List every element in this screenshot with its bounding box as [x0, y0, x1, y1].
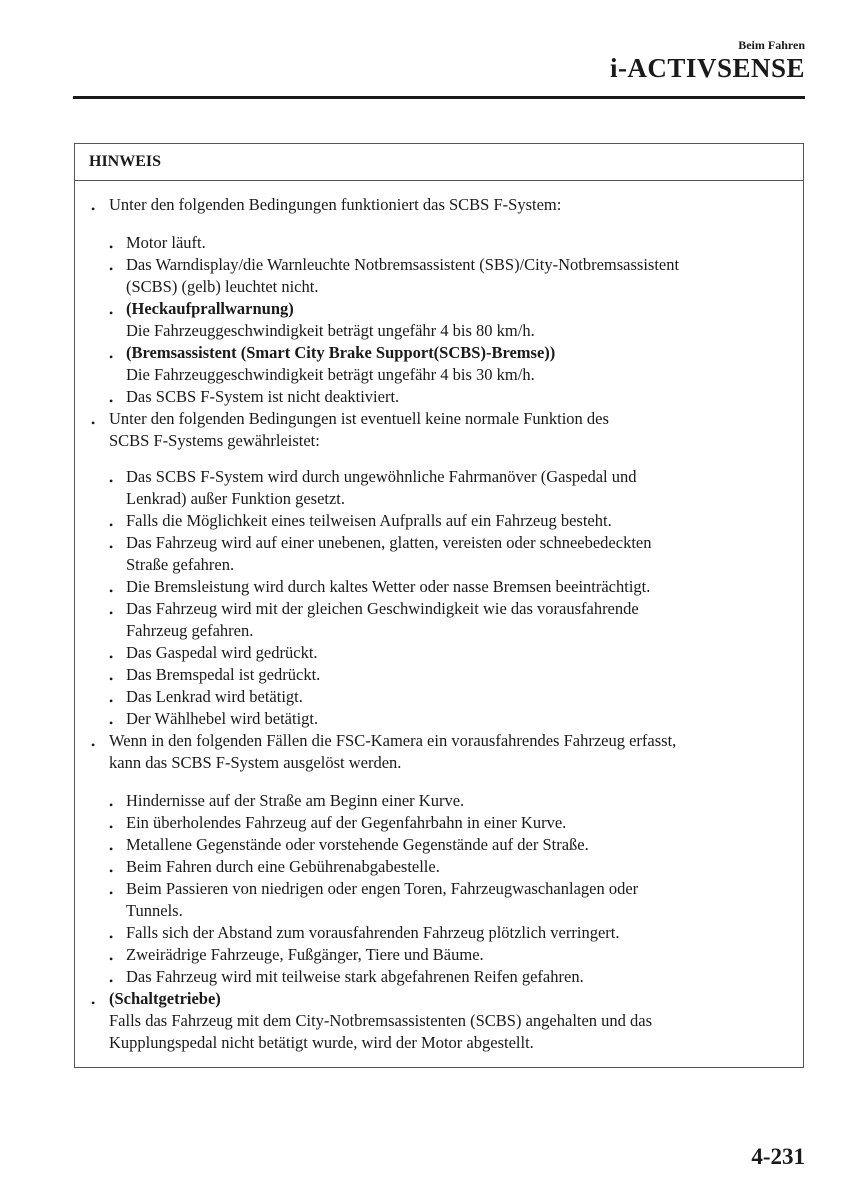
- note-item-text: Kupplungspedal nicht betätigt wurde, wird der Motor abgestellt.: [109, 1033, 534, 1052]
- bullet: •: [109, 350, 114, 364]
- chapter-title: i-ACTIVSENSE: [609, 53, 805, 83]
- sub-item-text: Beim Fahren durch eine Gebührenabgabestelle.: [126, 857, 440, 876]
- note-header: [75, 144, 803, 181]
- bullet: •: [109, 716, 114, 730]
- bullet: •: [109, 798, 114, 812]
- sub-item-text: Das Warndisplay/die Warnleuchte Notbremsassistent (SBS)/City-Notbremsassistent: [126, 255, 680, 274]
- note-item-text: SCBS F-Systems gewährleistet:: [109, 431, 320, 450]
- bullet: •: [109, 474, 114, 488]
- bullet: •: [109, 820, 114, 834]
- sub-item-text: Die Fahrzeuggeschwindigkeit beträgt ungefähr 4 bis 30 km/h.: [126, 365, 535, 384]
- bullet: •: [109, 694, 114, 708]
- section-label: Beim Fahren: [738, 38, 805, 52]
- bullet: •: [109, 842, 114, 856]
- bullet: •: [109, 584, 114, 598]
- sub-item-text: Die Fahrzeuggeschwindigkeit beträgt ungefähr 4 bis 80 km/h.: [126, 321, 535, 340]
- sub-item-text: (SCBS) (gelb) leuchtet nicht.: [126, 277, 319, 296]
- sub-item-text: Hindernisse auf der Straße am Beginn einer Kurve.: [126, 791, 465, 810]
- sub-item-heading: (Bremsassistent (Smart City Brake Support(SCBS)-Bremse)): [126, 343, 556, 362]
- sub-item-text: Straße gefahren.: [126, 555, 235, 574]
- bullet: •: [109, 240, 114, 254]
- note-item-text: Wenn in den folgenden Fällen die FSC-Kamera ein vorausfahrendes Fahrzeug erfasst,: [109, 731, 677, 750]
- note-item-text: Unter den folgenden Bedingungen ist eventuell keine normale Funktion des: [109, 409, 609, 428]
- bullet: •: [91, 202, 96, 216]
- sub-item-text: Das SCBS F-System wird durch ungewöhnliche Fahrmanöver (Gaspedal und: [126, 467, 637, 486]
- sub-item-text: Das Fahrzeug wird mit teilweise stark abgefahrenen Reifen gefahren.: [126, 967, 584, 986]
- sub-item-text: Motor läuft.: [126, 233, 206, 252]
- note-item-heading: (Schaltgetriebe): [109, 989, 221, 1008]
- note-box: [74, 143, 804, 1068]
- bullet: •: [109, 650, 114, 664]
- sub-item-text: Metallene Gegenstände oder vorstehende Gegenstände auf der Straße.: [126, 835, 589, 854]
- bullet: •: [91, 738, 96, 752]
- bullet: •: [109, 306, 114, 320]
- sub-item-text: Das Lenkrad wird betätigt.: [126, 687, 303, 706]
- sub-item-heading: (Heckaufprallwarnung): [126, 299, 294, 318]
- sub-item-text: Das Bremspedal ist gedrückt.: [126, 665, 321, 684]
- sub-item-text: Zweirädrige Fahrzeuge, Fußgänger, Tiere und Bäume.: [126, 945, 484, 964]
- bullet: •: [109, 518, 114, 532]
- sub-item-text: Falls die Möglichkeit eines teilweisen Aufpralls auf ein Fahrzeug besteht.: [126, 511, 612, 530]
- sub-item-text: Das Fahrzeug wird auf einer unebenen, glatten, vereisten oder schneebedeckten: [126, 533, 652, 552]
- note-label: HINWEIS: [89, 153, 162, 170]
- bullet: •: [109, 952, 114, 966]
- bullet: •: [109, 886, 114, 900]
- sub-item-text: Tunnels.: [126, 901, 183, 920]
- sub-item-text: Ein überholendes Fahrzeug auf der Gegenfahrbahn in einer Kurve.: [126, 813, 567, 832]
- sub-item-text: Der Wählhebel wird betätigt.: [126, 709, 319, 728]
- bullet: •: [109, 974, 114, 988]
- bullet: •: [109, 672, 114, 686]
- sub-item-text: Falls sich der Abstand zum vorausfahrenden Fahrzeug plötzlich verringert.: [126, 923, 620, 942]
- bullet: •: [109, 930, 114, 944]
- sub-item-text: Das SCBS F-System ist nicht deaktiviert.: [126, 387, 400, 406]
- bullet: •: [109, 262, 114, 276]
- bullet: •: [91, 416, 96, 430]
- sub-item-text: Fahrzeug gefahren.: [126, 621, 254, 640]
- sub-item-text: Die Bremsleistung wird durch kaltes Wetter oder nasse Bremsen beeinträchtigt.: [126, 577, 651, 596]
- header-rule: [73, 96, 805, 99]
- bullet: •: [109, 394, 114, 408]
- bullet: •: [109, 864, 114, 878]
- sub-item-text: Das Fahrzeug wird mit der gleichen Geschwindigkeit wie das vorausfahrende: [126, 599, 639, 618]
- sub-item-text: Lenkrad) außer Funktion gesetzt.: [126, 489, 346, 508]
- bullet: •: [109, 540, 114, 554]
- note-item-text: Unter den folgenden Bedingungen funktioniert das SCBS F-System:: [109, 195, 562, 214]
- bullet: •: [109, 606, 114, 620]
- sub-item-text: Beim Passieren von niedrigen oder engen Toren, Fahrzeugwaschanlagen oder: [126, 879, 639, 898]
- bullet: •: [91, 996, 96, 1010]
- page-number: 4-231: [751, 1144, 805, 1169]
- note-item-text: kann das SCBS F-System ausgelöst werden.: [109, 753, 402, 772]
- note-item-text: Falls das Fahrzeug mit dem City-Notbremsassistenten (SCBS) angehalten und das: [109, 1011, 653, 1030]
- sub-item-text: Das Gaspedal wird gedrückt.: [126, 643, 318, 662]
